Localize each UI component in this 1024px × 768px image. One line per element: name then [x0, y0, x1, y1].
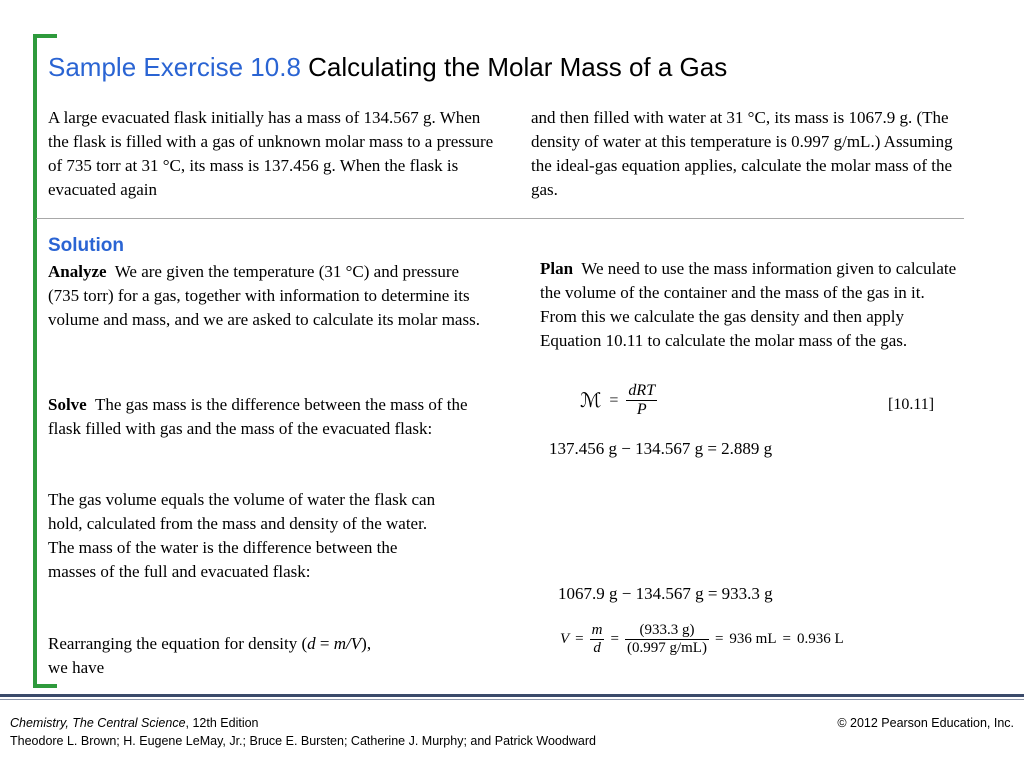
- numerator-m: m: [591, 622, 603, 638]
- water-mass-equation: 1067.9 g − 134.567 g = 933.3 g: [558, 584, 773, 603]
- equation-10-11: [580, 382, 657, 419]
- solve-label: Solve: [48, 395, 87, 414]
- footer-book: [10, 714, 259, 732]
- numerator-value: (933.3 g): [625, 622, 709, 640]
- slide-bracket-bottom: [33, 684, 57, 688]
- plan-text: We need to use the mass information given to calculate the volume of the container and the mass of the gas in it. From this we calculate the gas density and then apply Equation 10.11 to calculate the molar mass of the gas.: [540, 259, 957, 350]
- plan-paragraph: [540, 257, 960, 353]
- page-title: [48, 50, 727, 84]
- divider: [36, 218, 964, 219]
- numerator: dRT: [628, 382, 656, 399]
- molar-mass-symbol: ℳ: [580, 390, 602, 412]
- footer-authors: Theodore L. Brown; H. Eugene LeMay, Jr.; Bruce E. Bursten; Catherine J. Murphy; and Patrick Woodward: [10, 734, 596, 748]
- equals-sign-2: =: [610, 631, 619, 647]
- solve-paragraph: [48, 393, 468, 441]
- solution-heading: Solution: [48, 235, 124, 256]
- equals-sign-1: =: [575, 631, 584, 647]
- solve-text: The gas mass is the difference between the mass of the flask filled with gas and the mass of the evacuated flask:: [48, 395, 468, 438]
- rearrange-we-have: we have: [48, 658, 105, 677]
- gas-mass-equation: 137.456 g − 134.567 g = 2.889 g: [549, 439, 773, 458]
- volume-ml: 936 mL: [729, 631, 777, 647]
- rearrange-close: ),: [361, 634, 372, 653]
- fraction-drt-over-p: [626, 382, 657, 419]
- density-symbol: d: [307, 634, 316, 653]
- denominator-d: d: [593, 640, 601, 656]
- book-edition: , 12th Edition: [185, 716, 259, 730]
- analyze-paragraph: [48, 260, 493, 332]
- problem-left: A large evacuated flask initially has a mass of 134.567 g. When the flask is filled with a gas of unknown molar mass to a pressure of 735 torr at 31 °C, its mass is 137.456 g. When the flask is evacuated again: [48, 108, 494, 199]
- equals-sign: =: [609, 391, 619, 409]
- equals-sign-3: =: [714, 631, 724, 647]
- plan-label: Plan: [540, 259, 574, 278]
- equals-sign-4: =: [782, 631, 791, 647]
- footer-rule: [0, 694, 1024, 697]
- fraction-m-over-d: [590, 622, 605, 657]
- rearrange-paragraph: [48, 632, 468, 680]
- mass-over-volume: m/V: [333, 634, 362, 653]
- fraction-values: [625, 622, 709, 657]
- volume-symbol: V: [560, 631, 570, 647]
- footer-rule-thin: [0, 699, 1024, 700]
- analyze-text: We are given the temperature (31 °C) and pressure (735 torr) for a gas, together with information to determine its volume and mass, and we are asked to calculate its molar mass.: [48, 262, 480, 329]
- denominator-value: (0.997 g/mL): [626, 640, 707, 656]
- equation-reference: [10.11]: [888, 396, 935, 413]
- denominator: P: [636, 401, 647, 418]
- rearrange-equals: =: [315, 634, 334, 653]
- volume-l: 0.936 L: [796, 631, 844, 647]
- slide-bracket-top: [33, 34, 57, 38]
- exercise-title: Calculating the Molar Mass of a Gas: [308, 52, 728, 82]
- footer-copyright: © 2012 Pearson Education, Inc.: [837, 716, 1014, 730]
- volume-paragraph: The gas volume equals the volume of water the flask can hold, calculated from the mass and density of the water. The mass of the water is the difference between the masses of the full and evacuated flask:: [48, 490, 436, 581]
- slide-bracket: [33, 34, 37, 688]
- problem-right: and then filled with water at 31 °C, its mass is 1067.9 g. (The density of water at this temperature is 0.997 g/mL.) Assuming the ideal-gas equation applies, calculate the molar mass of the gas.: [531, 108, 953, 199]
- book-title: Chemistry, The Central Science: [10, 716, 186, 730]
- rearrange-text: Rearranging the equation for density (: [48, 634, 308, 653]
- volume-equation: [560, 622, 844, 657]
- analyze-label: Analyze: [48, 262, 107, 281]
- exercise-label: Sample Exercise 10.8: [48, 52, 301, 82]
